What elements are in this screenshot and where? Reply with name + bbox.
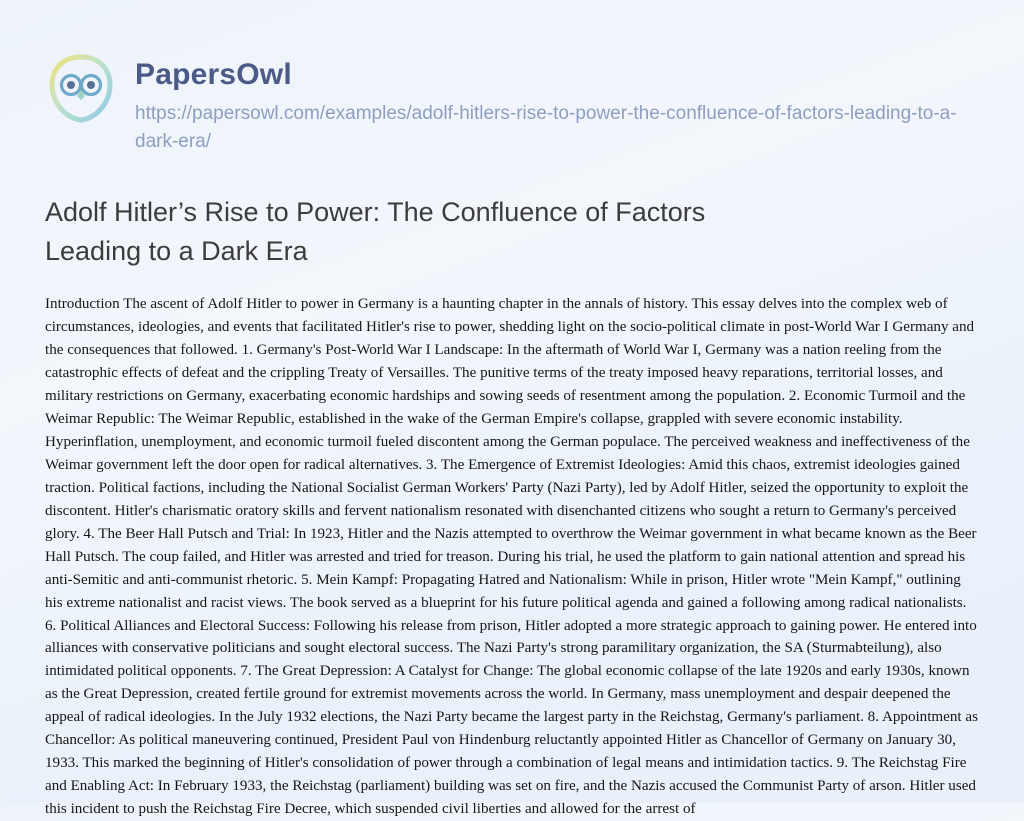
brand-name: PapersOwl <box>135 58 292 91</box>
document-body-text: Introduction The ascent of Adolf Hitler to power in Germany is a haunting chapter in the annals of history. This essay delves into the complex web of circumstances, ideologies, and events that facilitated Hitler's rise to power, shedding light on the socio-political climate in post-World War I Germany and the consequences that followed. 1. Germany's Post-World War I Landscape: In the aftermath of World War I, Germany was a nation reeling from the catastrophic effects of defeat and the crippling Treaty of Versailles. The punitive terms of the treaty imposed heavy reparations, territorial losses, and military restrictions on Germany, exacerbating economic hardships and sowing seeds of resentment among the population. 2. Economic Turmoil and the Weimar Republic: The Weimar Republic, established in the wake of the German Empire's collapse, grappled with severe economic instability. Hyperinflation, unemployment, and economic turmoil fueled discontent among the German populace. The perceived weakness and ineffectiveness of the Weimar government left the door open for radical alternatives. 3. The Emergence of Extremist Ideologies: Amid this chaos, extremist ideologies gained traction. Political factions, including the National Socialist German Workers' Party (Nazi Party), led by Adolf Hitler, seized the opportunity to exploit the discontent. Hitler's charismatic oratory skills and fervent nationalism resonated with disenchanted citizens who sought a return to Germany's perceived glory. 4. The Beer Hall Putsch and Trial: In 1923, Hitler and the Nazis attempted to overthrow the Weimar government in what became known as the Beer Hall Putsch. The coup failed, and Hitler was arrested and tried for treason. During his trial, he used the platform to gain national attention and spread his anti-Semitic and anti-communist rhetoric. 5. Mein Kampf: Propagating Hatred and Nationalism: While in prison, Hitler wrote "Mein Kampf," outlining his extreme nationalist and racist views. The book served as a blueprint for his future political agenda and gained a following among radical nationalists. 6. Political Alliances and Electoral Success: Following his release from prison, Hitler adopted a more strategic approach to gaining power. He entered into alliances with conservative politicians and sought electoral success. The Nazi Party's strong paramilitary organization, the SA (Sturmabteilung), also intimidated political opponents. 7. The Great Depression: A Catalyst for Change: The global economic collapse of the late 1920s and early 1930s, known as the Great Depression, created fertile ground for extremist movements across the world. In Germany, mass unemployment and despair deepened the appeal of radical ideologies. In the July 1932 elections, the Nazi Party became the largest party in the Reichstag, Germany's parliament. 8. Appointment as Chancellor: As political maneuvering continued, President Paul von Hindenburg reluctantly appointed Hitler as Chancellor of Germany on January 30, 1933. This marked the beginning of Hitler's consolidation of power through a combination of legal means and intimidation tactics. 9. The Reichstag Fire and Enabling Act: In February 1933, the Reichstag (parliament) building was set on fire, and the Nazis accused the Communist Party of arson. Hitler used this incident to push the Reichstag Fire Decree, which suspended civil liberties and allowed for the arrest of <box>45 296 978 817</box>
site-header <box>45 0 979 155</box>
page-title: Adolf Hitler’s Rise to Power: The Confluence of Factors Leading to a Dark Era <box>45 197 706 267</box>
source-url[interactable]: https://papersowl.com/examples/adolf-hitlers-rise-to-power-the-confluence-of-factors-leading-to-a-dark-era/ <box>135 103 957 152</box>
owl-logo-icon <box>45 52 117 124</box>
brand-block <box>135 52 965 155</box>
